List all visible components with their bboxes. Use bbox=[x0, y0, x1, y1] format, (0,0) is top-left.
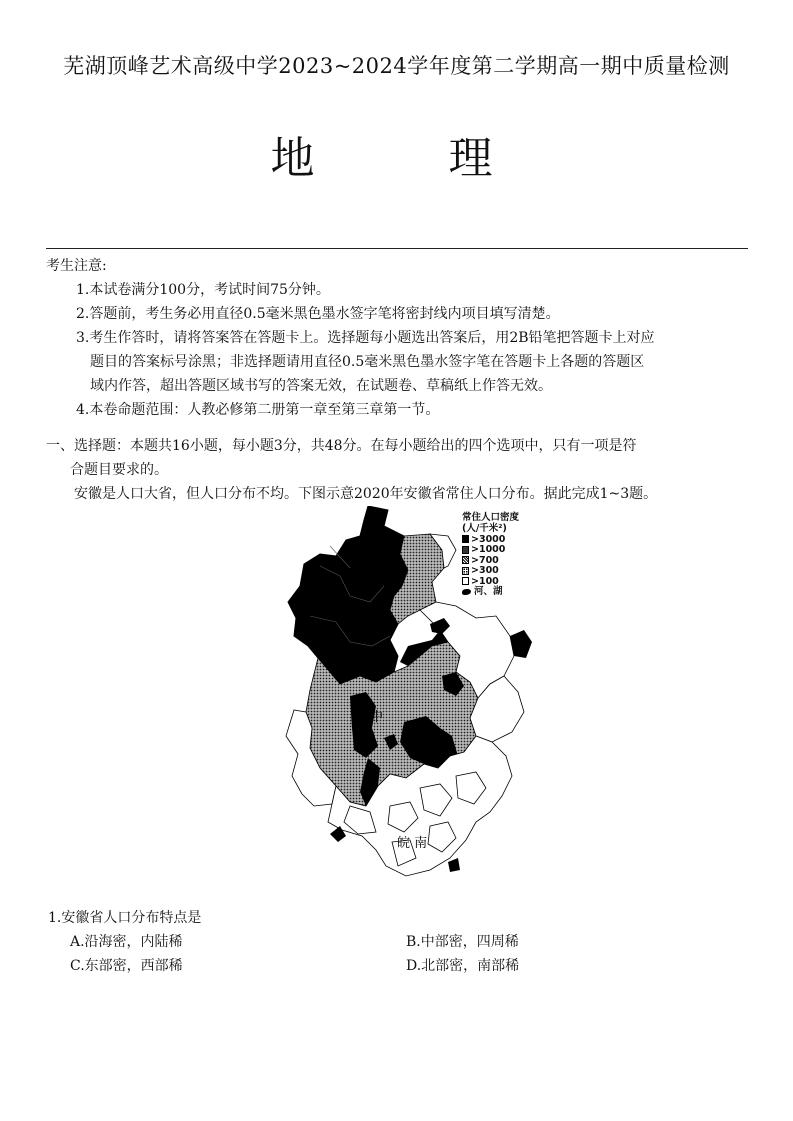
legend-label: 河、湖 bbox=[474, 586, 503, 598]
note-item-3-cont-2: 域内作答，超出答题区域书写的答案无效，在试题卷、草稿纸上作答无效。 bbox=[90, 378, 552, 394]
note-item-4: 4.本卷命题范围：人教必修第二册第一章至第三章第一节。 bbox=[76, 402, 440, 418]
exam-title: 芜湖顶峰艺术高级中学2023~2024学年度第二学期高一期中质量检测 bbox=[63, 54, 730, 78]
legend-swatch bbox=[462, 577, 469, 585]
map-label-north: 皖 北 bbox=[351, 604, 382, 619]
legend-item-100 bbox=[462, 576, 548, 587]
legend-item-lakes bbox=[462, 587, 548, 598]
legend-item-700 bbox=[462, 555, 548, 566]
legend-swatch bbox=[462, 535, 469, 543]
header-divider bbox=[46, 248, 748, 249]
legend-label: >700 bbox=[471, 554, 499, 566]
question-1-option-a[interactable]: A.沿海密，内陆稀 bbox=[70, 934, 183, 950]
legend-item-1000 bbox=[462, 545, 548, 556]
legend-unit: (人/千米²) bbox=[462, 523, 507, 534]
section-heading: 一、选择题：本题共16小题，每小题3分，共48分。在每小题给出的四个选项中，只有一项是符 bbox=[46, 438, 637, 454]
lake-icon bbox=[462, 589, 471, 595]
question-1-option-c[interactable]: C.东部密，西部稀 bbox=[70, 958, 183, 974]
legend-label: >3000 bbox=[471, 533, 506, 545]
question-1-stem: 1.安徽省人口分布特点是 bbox=[48, 910, 202, 926]
legend-item-3000 bbox=[462, 534, 548, 545]
legend-label: >1000 bbox=[471, 544, 506, 556]
question-1-option-d[interactable]: D.北部密，南部稀 bbox=[406, 958, 520, 974]
section-heading-cont: 合题目要求的。 bbox=[70, 462, 168, 478]
note-item-1: 1.本试卷满分100分，考试时间75分钟。 bbox=[76, 282, 330, 298]
legend-item-300 bbox=[462, 566, 548, 577]
question-1-option-b[interactable]: B.中部密，四周稀 bbox=[406, 934, 519, 950]
legend-swatch bbox=[462, 567, 469, 575]
note-item-3-cont-1: 题目的答案标号涂黑；非选择题请用直径0.5毫米黑色墨水签字笔在答题卡上各题的答题区 bbox=[90, 354, 645, 370]
notes-title: 考生注意: bbox=[46, 258, 107, 274]
legend-label: >300 bbox=[471, 565, 499, 577]
question-intro: 安徽是人口大省，但人口分布不均。下图示意2020年安徽省常住人口分布。据此完成1~3题。 bbox=[74, 486, 658, 502]
map-legend bbox=[462, 512, 548, 597]
subject-title: 地 理 bbox=[270, 133, 553, 184]
map-label-south: 皖 南 bbox=[397, 836, 428, 851]
note-item-3: 3.考生作答时，请将答案答在答题卡上。选择题每小题选出答案后，用2B铅笔把答题卡上对应 bbox=[76, 330, 655, 346]
legend-swatch bbox=[462, 556, 469, 564]
region-north bbox=[288, 506, 408, 684]
note-item-2: 2.答题前，考生务必用直径0.5毫米黑色墨水签字笔将密封线内项目填写清楚。 bbox=[76, 306, 560, 322]
legend-swatch bbox=[462, 546, 469, 554]
legend-title: 常住人口密度 bbox=[462, 512, 520, 523]
map-label-central: 皖 中 bbox=[353, 710, 384, 725]
legend-label: >100 bbox=[471, 575, 499, 587]
